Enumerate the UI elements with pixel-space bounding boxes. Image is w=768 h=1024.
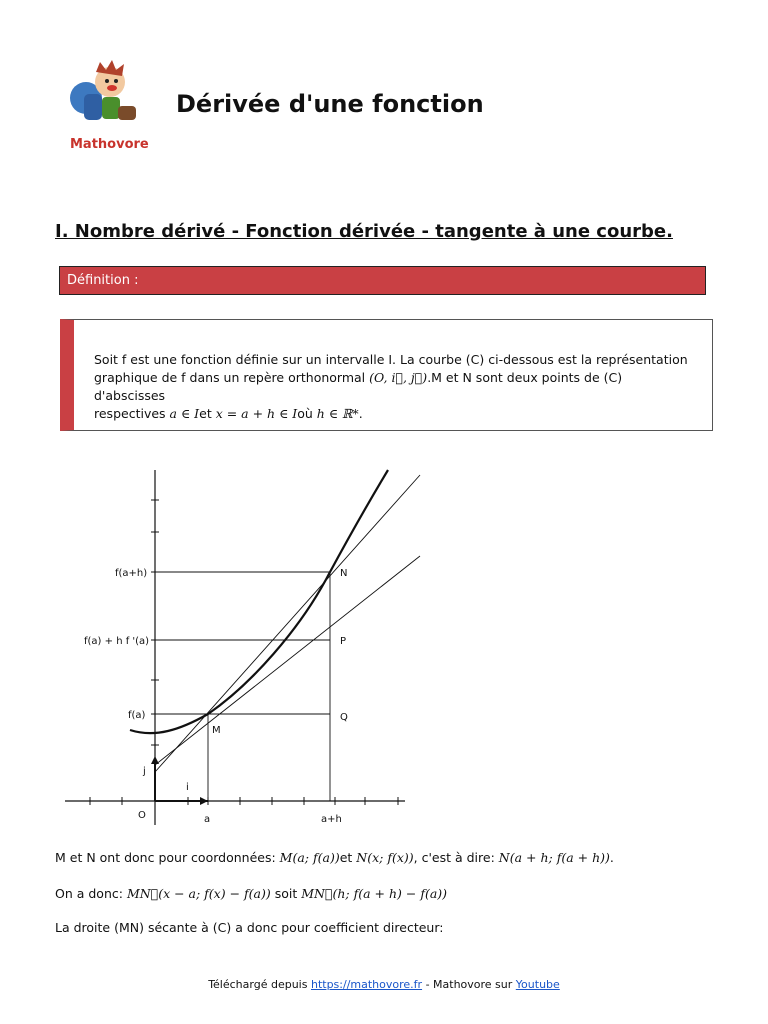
math-MN-1: MN⃗(x − a; f(x) − f(a)): [126, 886, 271, 901]
math-frame: (O, i⃗, j⃗): [369, 370, 428, 385]
math-x-in-I: x = a + h ∈ I: [215, 406, 298, 421]
label-O: O: [138, 810, 146, 821]
definition-line-2: graphique de f dans un repère orthonormal (O, i⃗, j⃗).M et N sont deux points de (C) d'abscisses: [94, 370, 623, 403]
site-link[interactable]: https://mathovore.fr: [310, 978, 423, 991]
definition-box: [60, 319, 713, 431]
definition-label: Définition :: [67, 273, 139, 288]
tangent-line: [155, 556, 420, 765]
label-N: N: [340, 568, 348, 579]
label-j: j: [143, 766, 146, 777]
label-P: P: [340, 636, 347, 647]
footer: Téléchargé depuis https://mathovore.fr - Mathovore sur Youtube: [208, 978, 560, 991]
document-title: Dérivée d'une fonction: [176, 90, 484, 118]
logo-text: Mathovore: [70, 137, 149, 152]
math-MN-2: MN⃗(h; f(a + h) − f(a)): [301, 886, 448, 901]
curve-C: [130, 470, 388, 733]
math-M: M(a; f(a)): [279, 850, 340, 865]
math-N-ah: N(a + h; f(a + h)): [498, 850, 610, 865]
slope-paragraph: La droite (MN) sécante à (C) a donc pour coefficient directeur:: [55, 920, 444, 935]
definition-header: [59, 266, 706, 295]
label-i: i: [186, 782, 189, 793]
coordinates-paragraph: M et N ont donc pour coordonnées: M(a; f(a))et N(x; f(x)), c'est à dire: N(a + h; f(a + h)).: [55, 850, 614, 865]
section-title: I. Nombre dérivé - Fonction dérivée - tangente à une courbe.: [55, 221, 673, 242]
label-f-a-hfp: f(a) + h f '(a): [84, 636, 150, 647]
label-f-a: f(a): [128, 710, 146, 721]
secant-line: [155, 475, 420, 772]
math-a-in-I: a ∈ I: [169, 406, 200, 421]
label-f-a-h: f(a+h): [115, 568, 148, 579]
arrow-i-icon: [200, 797, 208, 805]
label-Q: Q: [340, 712, 348, 723]
youtube-link[interactable]: Youtube: [515, 978, 560, 991]
label-a-h: a+h: [321, 814, 342, 825]
math-N: N(x; f(x)): [356, 850, 414, 865]
definition-line-1: Soit f est une fonction définie sur un intervalle I. La courbe (C) ci-dessous est la représentation: [94, 352, 688, 367]
math-h-in-R: h ∈ ℝ*: [316, 406, 359, 421]
label-a: a: [204, 814, 211, 825]
definition-text: [94, 351, 694, 423]
secant-tangent-figure: [60, 460, 440, 840]
mathovore-logo: [64, 60, 160, 156]
label-M: M: [212, 725, 221, 736]
vector-paragraph: On a donc: MN⃗(x − a; f(x) − f(a)) soit MN⃗(h; f(a + h) − f(a)): [55, 886, 448, 901]
definition-line-3: respectives a ∈ Iet x = a + h ∈ Ioù h ∈ ℝ*.: [94, 406, 363, 421]
